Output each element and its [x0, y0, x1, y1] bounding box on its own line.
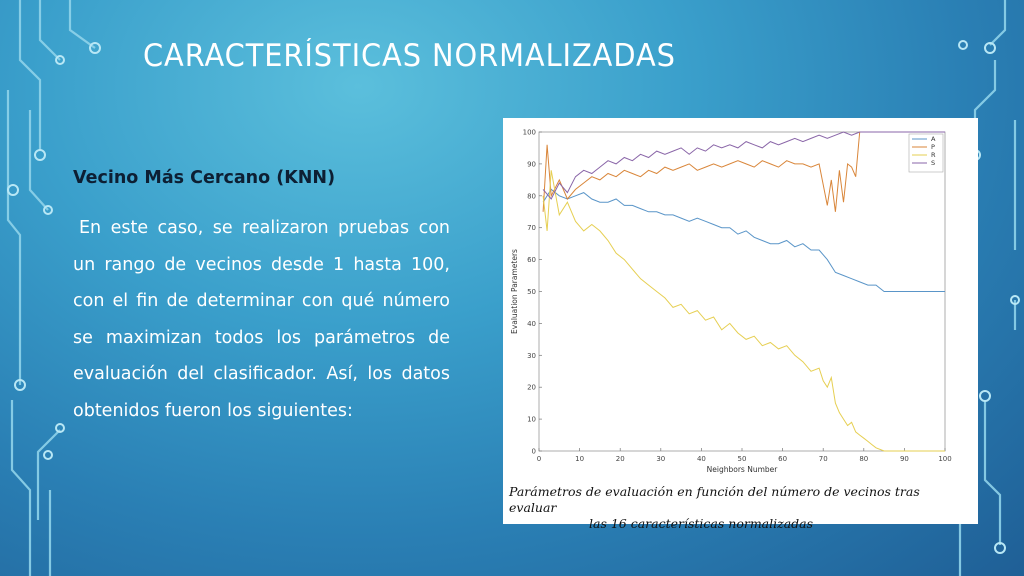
legend-label-R: R: [931, 151, 936, 159]
caption-line-2: las 16 características normalizadas: [589, 516, 814, 531]
x-tick-label: 100: [938, 455, 952, 463]
y-axis-label: Evaluation Parameters: [510, 249, 519, 334]
x-tick-label: 70: [818, 455, 828, 463]
x-tick-label: 80: [859, 455, 869, 463]
y-tick-label: 100: [522, 128, 536, 137]
figure-panel: [503, 118, 978, 531]
x-tick-label: 60: [778, 455, 788, 463]
y-tick-label: 30: [527, 351, 536, 360]
y-tick-label: 10: [527, 415, 536, 424]
line-chart: [503, 118, 978, 478]
y-tick-label: 20: [527, 383, 536, 392]
y-tick-label: 90: [527, 160, 536, 169]
x-tick-label: 40: [696, 455, 706, 463]
slide-title: CARACTERÍSTICAS NORMALIZADAS: [143, 38, 676, 74]
y-tick-label: 70: [527, 224, 536, 233]
section-subtitle: Vecino Más Cercano (KNN): [73, 168, 336, 188]
x-tick-label: 30: [656, 455, 666, 463]
legend-box: [909, 134, 943, 172]
x-tick-label: 90: [899, 455, 909, 463]
x-tick-label: 20: [615, 455, 625, 463]
legend-label-A: A: [931, 135, 936, 143]
y-tick-label: 60: [527, 256, 536, 265]
x-tick-label: 10: [575, 455, 585, 463]
body-paragraph: En este caso, se realizaron pruebas con un rango de vecinos desde 1 hasta 100, con el fin de determinar con qué número se maximizan todos los parámetros de evaluación del clasificador. Así, los datos obtenidos fueron los siguientes:: [73, 218, 450, 421]
y-tick-label: 50: [527, 288, 536, 296]
x-axis-label: Neighbors Number: [706, 465, 778, 474]
y-tick-label: 0: [531, 447, 536, 456]
figure-caption: [509, 484, 971, 532]
legend-label-S: S: [931, 159, 936, 167]
legend-label-P: P: [931, 143, 935, 151]
y-tick-label: 80: [527, 192, 536, 201]
x-tick-label: 50: [737, 455, 747, 463]
x-tick-label: 0: [536, 455, 542, 463]
caption-line-1: Parámetros de evaluación en función del número de vecinos tras evaluar: [509, 484, 920, 515]
y-tick-label: 40: [527, 319, 536, 328]
